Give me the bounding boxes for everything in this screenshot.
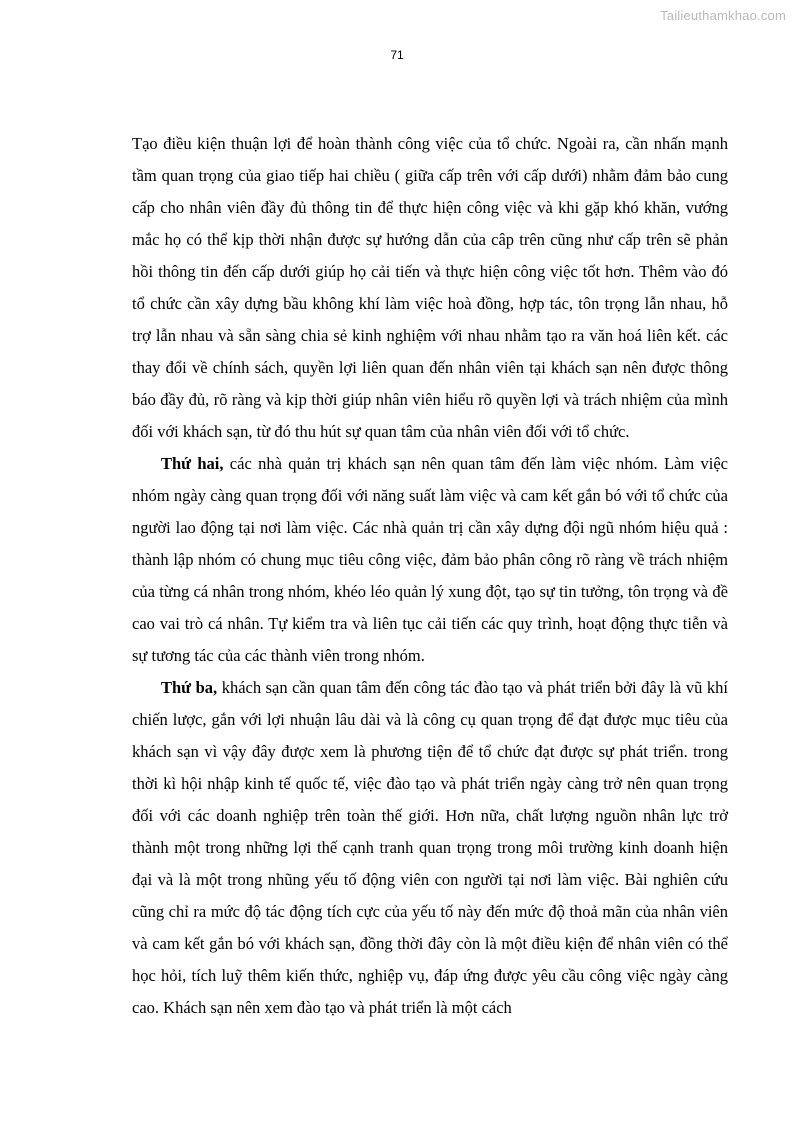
document-body bbox=[132, 128, 728, 1024]
paragraph-3 bbox=[132, 672, 728, 1024]
watermark-text: Tailieuthamkhao.com bbox=[660, 8, 786, 23]
paragraph-3-text: khách sạn cần quan tâm đến công tác đào tạo và phát triển bởi đây là vũ khí chiến lược, gắn với lợi nhuận lâu dài và là công cụ quan trọng để đạt được mục tiêu của khách sạn vì vậy đây được xem là phương tiện để tổ chức đạt được sự phát triển. trong thời kì hội nhập kinh tế quốc tế, việc đào tạo và phát triển ngày càng trở nên quan trọng đối với các doanh nghiệp trên toàn thế giới. Hơn nữa, chất lượng nguồn nhân lực trở thành một trong những lợi thế cạnh tranh quan trọng trong môi trường kinh doanh hiện đại và là một trong nhũng yếu tố động viên con người tại nơi làm việc. Bài nghiên cứu cũng chỉ ra mức độ tác động tích cực của yếu tố này đến mức độ thoả mãn của nhân viên và cam kết gắn bó với khách sạn, đồng thời đây còn là một điều kiện để nhân viên có thể học hỏi, tích luỹ thêm kiến thức, nghiệp vụ, đáp ứng được yêu cầu công việc ngày càng cao. Khách sạn nên xem đào tạo và phát triển là một cách bbox=[132, 678, 728, 1017]
paragraph-2 bbox=[132, 448, 728, 672]
page-number: 71 bbox=[390, 48, 404, 62]
paragraph-3-lead: Thứ ba, bbox=[161, 678, 218, 697]
paragraph-1 bbox=[132, 128, 728, 448]
paragraph-2-lead: Thứ hai, bbox=[161, 454, 224, 473]
paragraph-1-text: Tạo điều kiện thuận lợi để hoàn thành công việc của tổ chức. Ngoài ra, cần nhấn mạnh tầm quan trọng của giao tiếp hai chiều ( giữa cấp trên với cấp dưới) nhằm đảm bảo cung cấp cho nhân viên đầy đủ thông tin để thực hiện công việc và khi gặp khó khăn, vướng mắc họ có thể kịp thời nhận được sự hướng dẫn của câp trên cũng như cấp trên sẽ phản hồi thông tin đến cấp dưới giúp họ cải tiến và thực hiện công việc tốt hơn. Thêm vào đó tổ chức cần xây dựng bầu không khí làm việc hoà đồng, hợp tác, tôn trọng lẫn nhau, hỗ trợ lẫn nhau và sẵn sàng chia sẻ kinh nghiệm với nhau nhằm tạo ra văn hoá liên kết. các thay đổi về chính sách, quyền lợi liên quan đến nhân viên tại khách sạn nên được thông báo đầy đủ, rõ ràng và kịp thời giúp nhân viên hiểu rõ quyền lợi và trách nhiệm của mình đối với khách sạn, từ đó thu hút sự quan tâm của nhân viên đối với tổ chức. bbox=[132, 134, 728, 441]
paragraph-2-text: các nhà quản trị khách sạn nên quan tâm đến làm việc nhóm. Làm việc nhóm ngày càng quan trọng đối với năng suất làm việc và cam kết gắn bó với tổ chức của người lao động tại nơi làm việc. Các nhà quản trị cần xây dựng đội ngũ nhóm hiệu quả : thành lập nhóm có chung mục tiêu công việc, đảm bảo phân công rõ ràng về trách nhiệm của từng cá nhân trong nhóm, khéo léo quản lý xung đột, tạo sự tin tưởng, tôn trọng và đề cao vai trò cá nhân. Tự kiểm tra và liên tục cải tiến các quy trình, hoạt động thực tiễn và sự tương tác của các thành viên trong nhóm. bbox=[132, 454, 728, 665]
